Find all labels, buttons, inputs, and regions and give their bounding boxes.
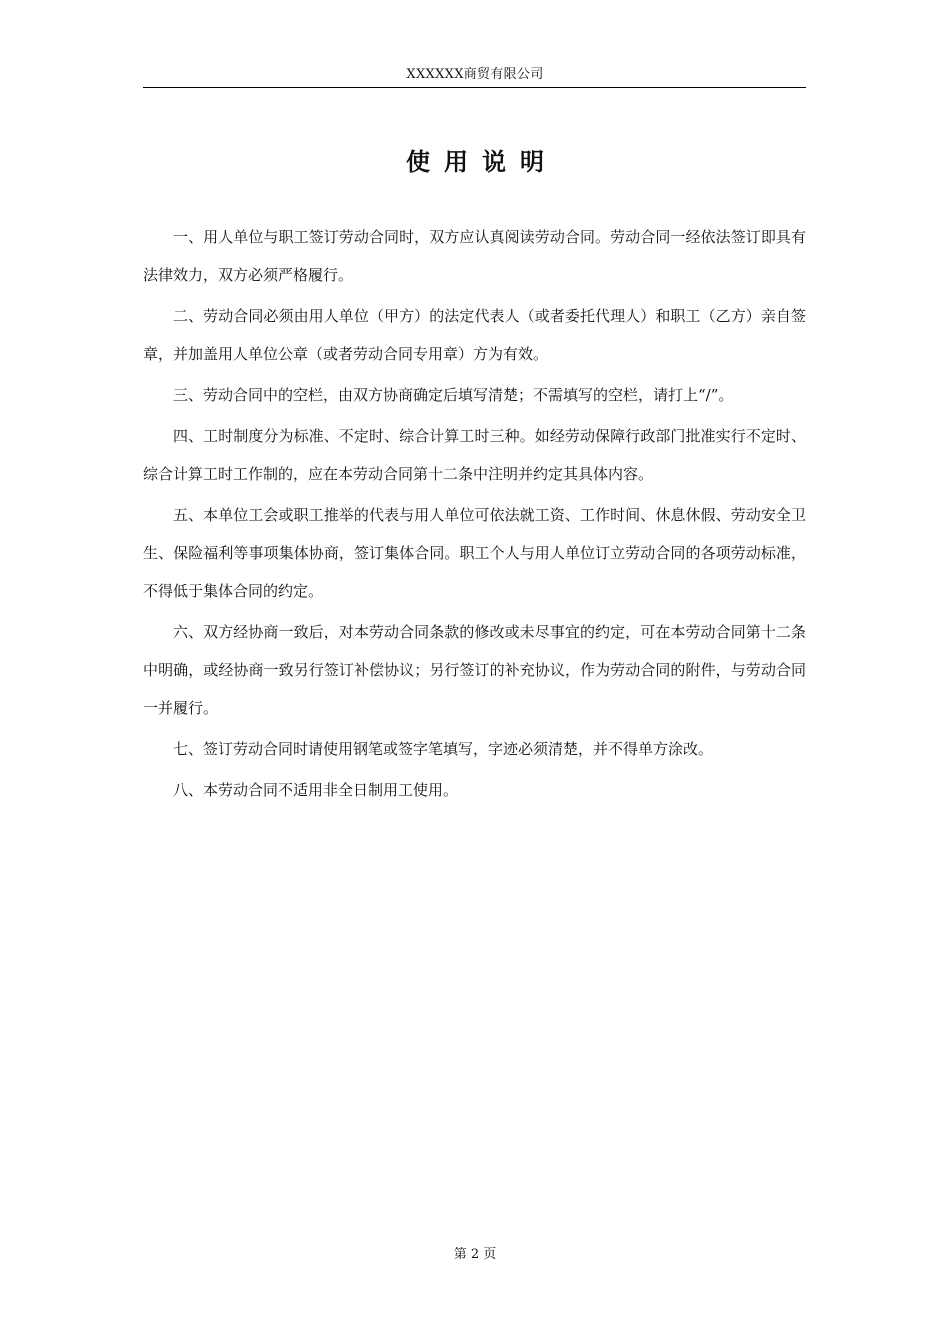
instruction-paragraph-7: 七、签订劳动合同时请使用钢笔或签字笔填写，字迹必须清楚，并不得单方涂改。 <box>173 740 714 758</box>
instruction-paragraph-8: 八、本劳动合同不适用非全日制用工使用。 <box>173 781 459 799</box>
instruction-paragraph-3: 三、劳动合同中的空栏，由双方协商确定后填写清楚；不需填写的空栏，请打上“/”。 <box>173 386 734 404</box>
page-header-company: XXXXXX商贸有限公司 <box>406 67 544 82</box>
instruction-paragraph-4: 四、工时制度分为标准、不定时、综合计算工时三种。如经劳动保障行政部门批准实行不定时、综合计算工时工作制的，应在本劳动合同第十二条中注明并约定其具体内容。 <box>143 427 806 483</box>
page-number: 第 2 页 <box>453 1247 497 1262</box>
instruction-paragraph-6: 六、双方经协商一致后，对本劳动合同条款的修改或未尽事宜的约定，可在本劳动合同第十二条中明确，或经协商一致另行签订补偿协议；另行签订的补充协议，作为劳动合同的附件，与劳动合同一并履行。 <box>143 623 806 717</box>
header-divider <box>143 87 806 88</box>
instruction-paragraph-5: 五、本单位工会或职工推举的代表与用人单位可依法就工资、工作时间、休息休假、劳动安全卫生、保险福利等事项集体协商，签订集体合同。职工个人与用人单位订立劳动合同的各项劳动标准，不得低于集体合同的约定。 <box>143 506 806 600</box>
instruction-paragraph-2: 二、劳动合同必须由用人单位（甲方）的法定代表人（或者委托代理人）和职工（乙方）亲自签章，并加盖用人单位公章（或者劳动合同专用章）方为有效。 <box>143 307 806 363</box>
instruction-paragraph-1: 一、用人单位与职工签订劳动合同时，双方应认真阅读劳动合同。劳动合同一经依法签订即具有法律效力，双方必须严格履行。 <box>143 228 806 284</box>
instructions-body <box>143 218 806 812</box>
page-title: 使用说明 <box>406 147 558 176</box>
